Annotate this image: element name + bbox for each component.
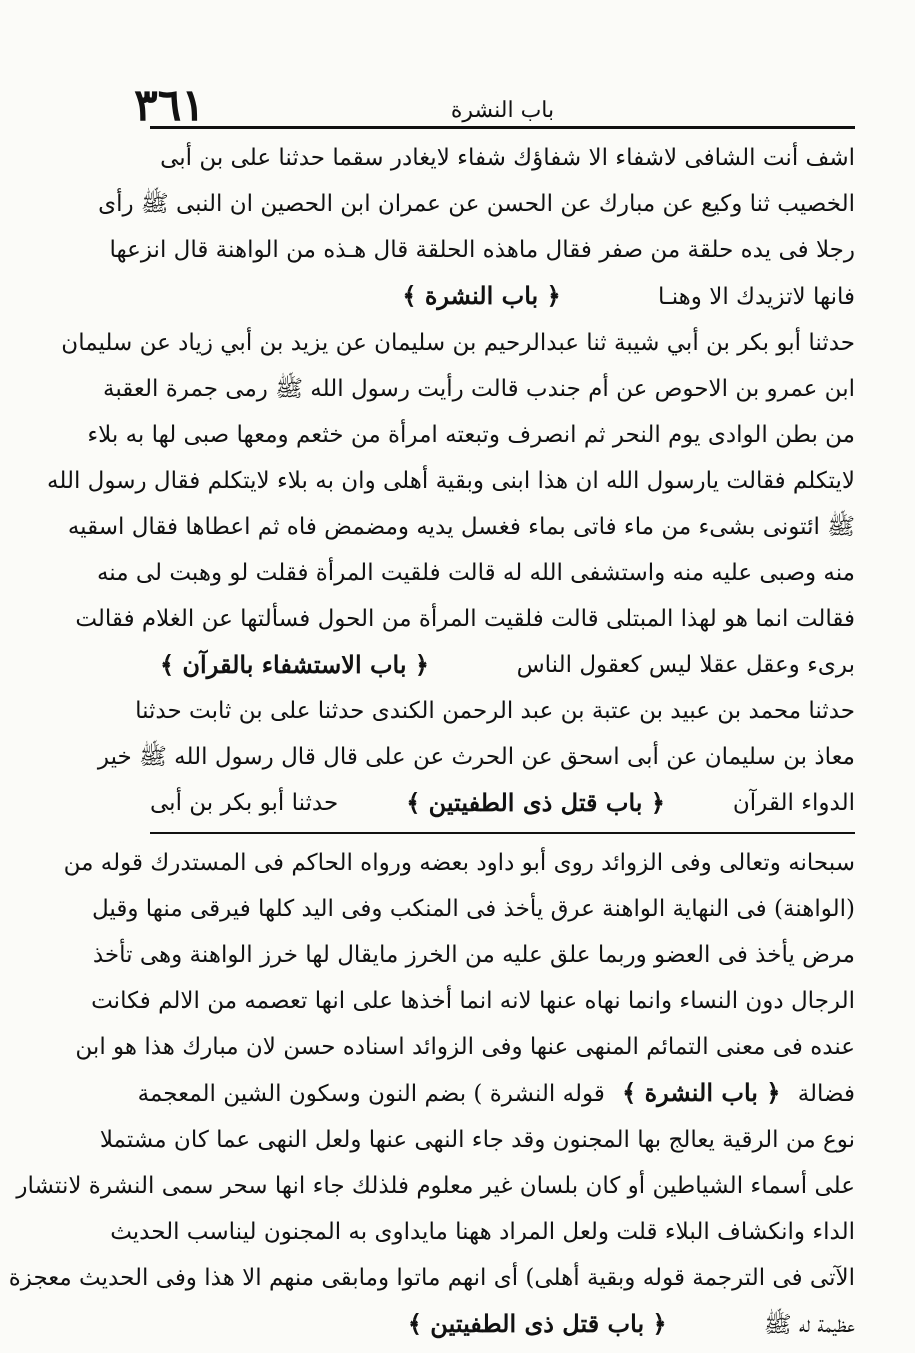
text-line-with-heading — [150, 780, 855, 826]
commentary-line: عنده فى معنى التمائم المنهى عنها وفى الزوائد اسناده حسن لان مبارك هذا هو ابن — [75, 1034, 855, 1060]
commentary-text — [8, 840, 855, 1348]
text-line: من بطن الوادى يوم النحر ثم انصرف وتبعته امرأة من خثعم ومعها صبى لها به بلاء — [87, 422, 855, 448]
commentary-line: مرض يأخذ فى العضو وربما علق عليه من الخرز مايقال لها خرز الواهنة وهى تأخذ — [92, 942, 855, 968]
chapter-heading-two-striped-snake: ﴿ باب قتل ذى الطفيتين ﴾ — [407, 1309, 667, 1338]
text-line: الخصيب ثنا وكيع عن مبارك عن الحسن عن عمران ابن الحصين ان النبى ﷺ رأى — [98, 191, 855, 217]
text-fragment: الدواء القرآن — [732, 790, 855, 816]
text-line: معاذ بن سليمان عن أبى اسحق عن الحرث عن على قال قال رسول الله ﷺ خير — [97, 744, 855, 770]
text-line-with-heading — [150, 642, 855, 688]
hadith-text — [47, 135, 855, 826]
header-rule — [150, 126, 855, 129]
chapter-heading-nushra: ﴿ باب النشرة ﴾ — [402, 281, 561, 310]
commentary-line: (الواهنة) فى النهاية الواهنة عرق يأخذ فى المنكب وفى اليد كلها فيرقى منها وقيل — [92, 896, 855, 922]
chapter-heading-two-striped-snake: ﴿ باب قتل ذى الطفيتين ﴾ — [406, 788, 665, 817]
text-line: فقالت انما هو لهذا المبتلى قالت فلقيت المرأة من الحول فسألتها عن الغلام فقالت — [75, 606, 855, 632]
commentary-line: الرجال دون النساء وانما نهاه عنها لانه انما أخذها على انها تعصمه من الالم فكانت — [91, 988, 855, 1014]
text-fragment: حدثنا أبو بكر بن أبى — [150, 790, 339, 816]
commentary-line-with-heading — [150, 1301, 855, 1348]
chapter-heading-nushra: ﴿ باب النشرة ﴾ — [622, 1078, 781, 1107]
text-line-with-heading — [150, 273, 855, 320]
text-line: حدثنا محمد بن عبيد بن عتبة بن عبد الرحمن الكندى حدثنا على بن ثابت حدثنا — [135, 698, 855, 724]
text-line: اشف أنت الشافى لاشفاء الا شفاؤك شفاء لايغادر سقما حدثنا على بن أبى — [160, 145, 855, 171]
text-fragment: فضالة — [797, 1081, 855, 1107]
text-fragment: برىء وعقل عقلا ليس كعقول الناس — [516, 652, 855, 678]
commentary-line: الداء وانكشاف البلاء قلت ولعل المراد ههنا مايداوى به المجنون ليناسب الحديث — [110, 1219, 855, 1245]
text-fragment: فانها لاتزيدك الا وهنـا — [657, 284, 855, 310]
text-line: رجلا فى يده حلقة من صفر فقال ماهذه الحلقة قال هـذه من الواهنة قال انزعها — [109, 237, 855, 263]
text-line: منه وصبى عليه منه واستشفى الله له قالت فلقيت المرأة فقلت لو وهبت لى منه — [96, 560, 855, 586]
text-line: لايتكلم فقالت يارسول الله ان هذا ابنى وبقية أهلى وان به بلاء لايتكلم فقال رسول الله — [47, 468, 855, 494]
commentary-line-with-heading — [137, 1070, 855, 1117]
footnote-divider — [150, 832, 855, 834]
commentary-line: على أسماء الشياطين أو كان بلسان غير معلوم فلذلك جاء انها سحر سمى النشرة لانتشار — [16, 1173, 855, 1199]
running-title: باب النشرة — [450, 98, 555, 123]
text-line: ﷺ ائتونى بشىء من ماء فاتى بماء فغسل يديه ومضمض فاه ثم اعطاها فقال اسقيه — [67, 514, 855, 540]
commentary-line: سبحانه وتعالى وفى الزوائد روى أبو داود بعضه ورواه الحاكم فى المستدرك قوله من — [63, 850, 855, 876]
page-number: ٣٦١ — [134, 80, 205, 131]
commentary-line: الآتى فى الترجمة قوله وبقية أهلى) أى انهم ماتوا ومابقى منهم الا هذا وفى الحديث معجزة — [8, 1265, 855, 1291]
text-fragment: عظيمة له ﷺ — [763, 1312, 855, 1338]
text-line: ابن عمرو بن الاحوص عن أم جندب قالت رأيت رسول الله ﷺ رمى جمرة العقبة — [103, 376, 855, 402]
commentary-line: نوع من الرقية يعالج بها المجنون وقد جاء النهى عنها ولعل النهى عما كان مشتملا — [99, 1127, 855, 1153]
page-header — [134, 80, 855, 131]
chapter-heading-quran-healing: ﴿ باب الاستشفاء بالقرآن ﴾ — [160, 650, 429, 679]
text-line: حدثنا أبو بكر بن أبي شيبة ثنا عبدالرحيم بن سليمان عن يزيد بن أبي زياد عن سليمان — [61, 330, 855, 356]
text-fragment: قوله النشرة ) بضم النون وسكون الشين المعجمة — [137, 1081, 605, 1107]
